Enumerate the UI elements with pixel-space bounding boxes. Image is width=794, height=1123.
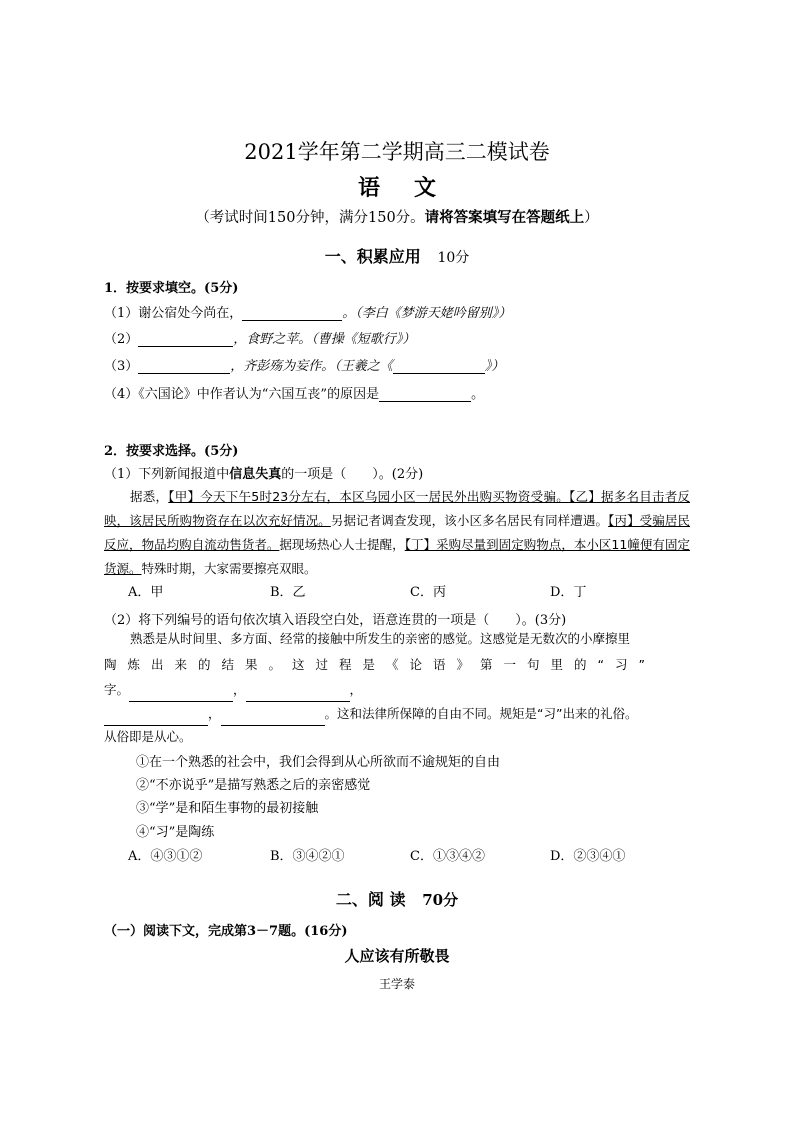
q2-sub2-stem: （2）将下列编号的语句依次填入语段空白处，语意连贯的一项是（ ）。(3分) bbox=[104, 613, 567, 628]
section2-score: 70分 bbox=[422, 891, 459, 909]
q2-sub1-option-a[interactable]: A．甲 bbox=[128, 585, 164, 600]
q1-line-2 bbox=[104, 328, 415, 347]
q2-sub1-passage bbox=[104, 485, 690, 581]
answer-blank[interactable] bbox=[393, 359, 485, 374]
q2-sub1-option-c[interactable]: C．丙 bbox=[410, 585, 446, 600]
q2-sub2-passage-line2: 陶炼出来的结果。这过程是《论语》第一句里的“习” bbox=[104, 657, 656, 672]
q1-line4-end: 。 bbox=[471, 387, 485, 402]
passage-segment: 特殊时期，大家需要擦亮双眼。 bbox=[141, 561, 317, 576]
passage-segment: 据现场热心人士提醒， bbox=[279, 537, 405, 552]
q1-line3-source: ，齐彭殇为妄作。（王羲之《 bbox=[230, 359, 393, 374]
q2-sub2-item-4: ④“习”是陶练 bbox=[136, 825, 215, 840]
q1-line1-text: （1）谢公宿处今尚在， bbox=[104, 306, 243, 321]
q1-line2-source: ，食野之苹。（曹操《短歌行》） bbox=[233, 332, 416, 347]
q2-sub2-passage-line4 bbox=[104, 702, 637, 726]
q2-sub2-option-a[interactable]: A．④③①② bbox=[128, 849, 203, 864]
passage-segment: 另据记者调查发现，该小区多名居民有同样遭遇。 bbox=[330, 513, 609, 528]
exam-title: 2021学年第二学期高三二模试卷 bbox=[244, 140, 550, 164]
passage-segment-yi: 【乙】据多名目击者反映，该居民所购物资存在以次充好情况。 bbox=[104, 489, 690, 528]
reading-author: 王学泰 bbox=[378, 977, 415, 991]
answer-blank[interactable] bbox=[129, 687, 233, 702]
section1-score: 10分 bbox=[437, 250, 470, 266]
reading-title: 人应该有所敬畏 bbox=[344, 947, 450, 965]
passage-text: ， bbox=[233, 682, 246, 697]
answer-blank[interactable] bbox=[242, 306, 342, 321]
note-suffix: ） bbox=[584, 210, 599, 226]
section2-title: 二、阅 读 bbox=[335, 890, 406, 909]
passage-text: ， bbox=[349, 682, 363, 697]
q2-sub1-option-b[interactable]: B．乙 bbox=[270, 585, 306, 600]
exam-note bbox=[0, 206, 794, 227]
passage-text: 。这和法律所保障的自由不同。规矩是“习”出来的礼俗。 bbox=[324, 706, 638, 721]
q2-sub2-item-3: ③“学”是和陌生事物的最初接触 bbox=[136, 801, 319, 816]
q1-line1-source: 。（李白《梦游天姥吟留别》） bbox=[342, 306, 512, 321]
q2-header: 2．按要求选择。(5分) bbox=[104, 444, 239, 459]
subject-title: 语文 bbox=[357, 175, 470, 201]
passage-text: 字。 bbox=[104, 682, 130, 697]
answer-blank[interactable] bbox=[379, 387, 471, 402]
q2-sub2-item-2: ②“不亦说乎”是描写熟悉之后的亲密感觉 bbox=[136, 778, 371, 793]
q2-sub2-item-1: ①在一个熟悉的社会中，我们会得到从心所欲而不逾规矩的自由 bbox=[136, 755, 501, 770]
section1-title: 一、积累应用 bbox=[324, 247, 421, 266]
answer-blank[interactable] bbox=[246, 687, 350, 702]
q1-header: 1．按要求填空。(5分) bbox=[104, 281, 239, 296]
reading-intro: （一）阅读下文，完成第3－7题。(16分) bbox=[104, 924, 348, 939]
stem-part-b: 的一项是（ ）。(2分) bbox=[281, 467, 424, 482]
q2-sub2-passage-line3 bbox=[104, 678, 362, 702]
answer-blank[interactable] bbox=[138, 332, 233, 347]
answer-blank[interactable] bbox=[221, 711, 325, 726]
answer-blank[interactable] bbox=[104, 711, 208, 726]
passage-segment-bing: 【丙】受骗居民反应，物品均购自流动售货者。 bbox=[104, 513, 690, 552]
q2-sub2-option-c[interactable]: C．①③④② bbox=[410, 849, 485, 864]
q1-line3-end: 》） bbox=[484, 359, 505, 374]
stem-bold: 信息失真 bbox=[229, 467, 282, 482]
q2-sub2-passage-line1: 熟悉是从时间里、多方面、经常的接触中所发生的亲密的感觉。这感觉是无数次的小摩擦里 bbox=[130, 631, 631, 646]
passage-segment-jia: 【甲】今天下午5时23分左右，本区乌园小区一居民外出购买物资受骗。 bbox=[168, 489, 569, 504]
q1-line-1 bbox=[104, 302, 511, 321]
stem-part-a: （1）下列新闻报道中 bbox=[104, 467, 230, 482]
section2-heading bbox=[0, 887, 794, 910]
passage-segment-ding: 【丁】采购尽量到固定购物点，本小区11幢便有固定货源。 bbox=[104, 537, 690, 576]
q1-line4-text: （4）《六国论》中作者认为“六国互丧”的原因是 bbox=[104, 387, 380, 402]
q1-line3-text: （3） bbox=[104, 359, 139, 374]
q2-sub1-stem bbox=[104, 463, 423, 482]
note-prefix: （考试时间150分钟，满分150分。 bbox=[195, 210, 425, 226]
q1-line-4 bbox=[104, 383, 484, 402]
q1-line2-text: （2） bbox=[104, 332, 139, 347]
passage-segment: 据悉， bbox=[130, 489, 169, 504]
answer-blank[interactable] bbox=[138, 359, 230, 374]
section1-heading bbox=[0, 244, 794, 267]
q2-sub2-passage-line5: 从俗即是从心。 bbox=[104, 729, 192, 744]
q2-sub1-option-d[interactable]: D．丁 bbox=[550, 585, 587, 600]
note-bold: 请将答案填写在答题纸上 bbox=[424, 209, 585, 226]
passage-text: ， bbox=[208, 706, 221, 721]
q2-sub2-option-b[interactable]: B．③④②① bbox=[270, 849, 345, 864]
q2-sub2-option-d[interactable]: D．②③④① bbox=[550, 849, 626, 864]
q1-line-3 bbox=[104, 355, 504, 374]
